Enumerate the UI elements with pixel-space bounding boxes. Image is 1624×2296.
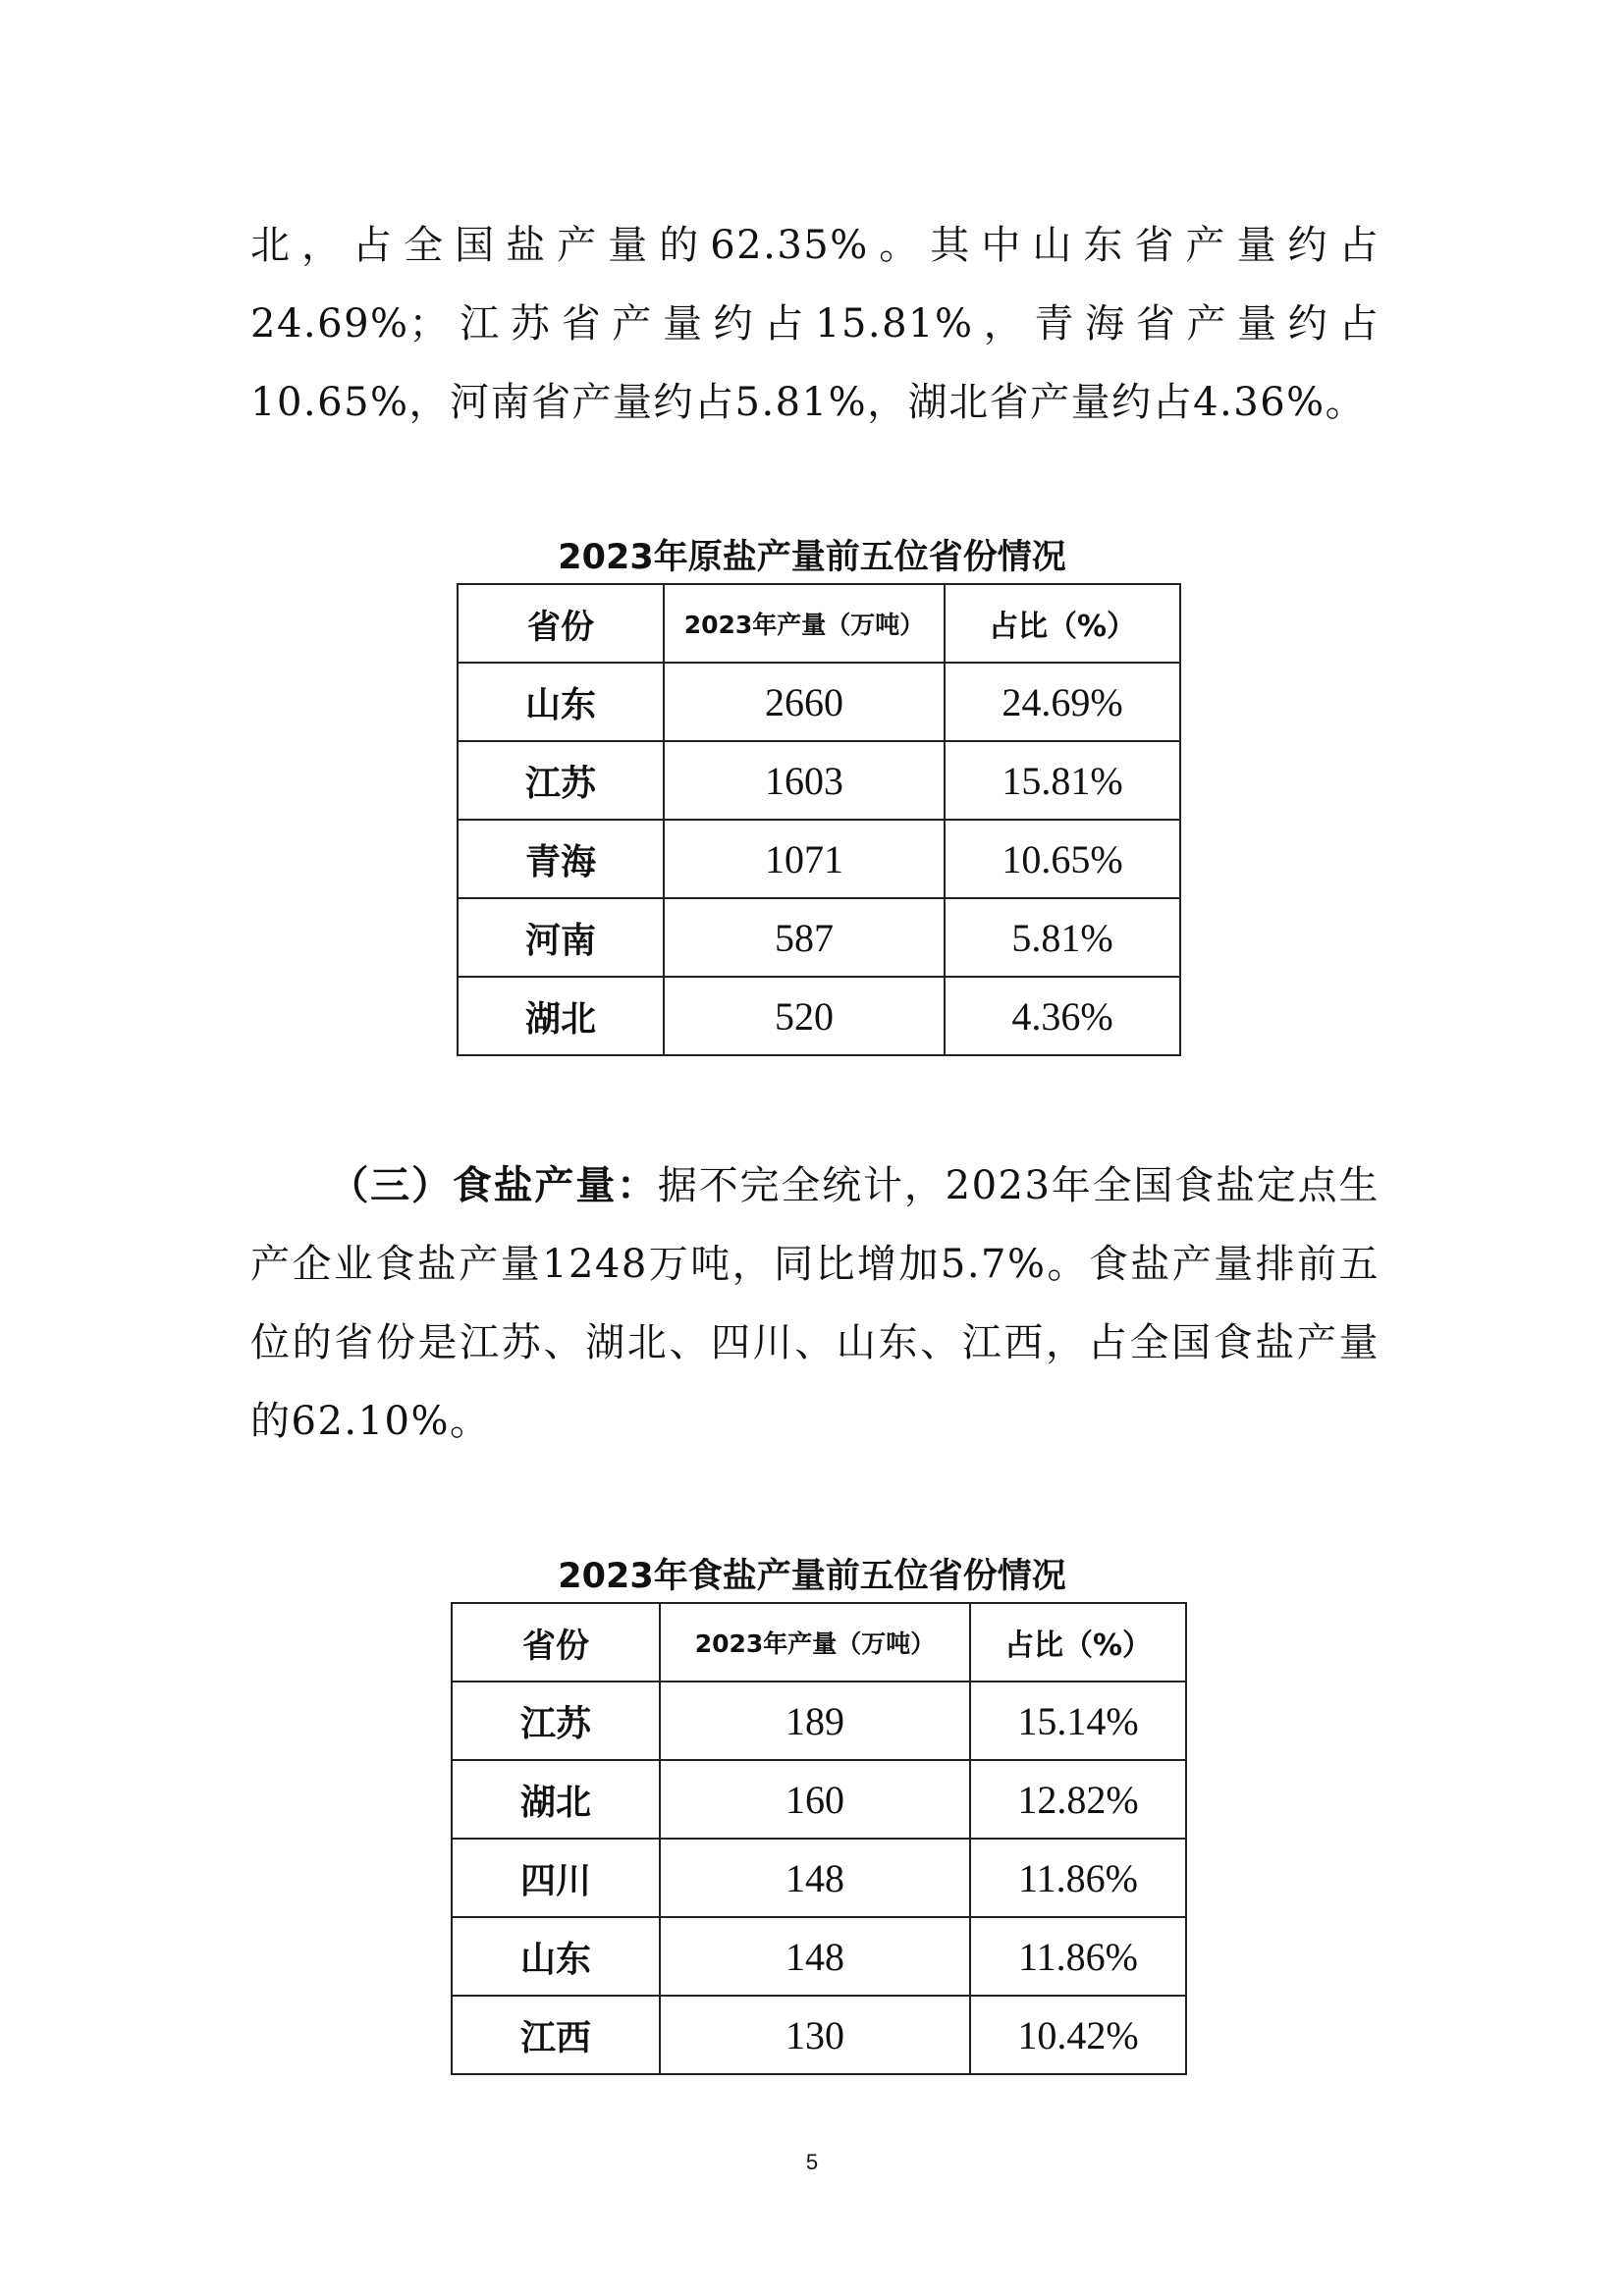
cell-share: 10.42% <box>970 1996 1186 2074</box>
table-row <box>458 663 1180 741</box>
cell-output: 160 <box>660 1760 970 1839</box>
cell-province: 湖北 <box>458 977 664 1055</box>
cell-province: 四川 <box>452 1839 660 1917</box>
table-edible-salt-top5 <box>451 1602 1187 2075</box>
cell-share: 24.69% <box>945 663 1180 741</box>
header-province: 省份 <box>452 1603 660 1682</box>
cell-province: 山东 <box>452 1917 660 1996</box>
paragraph-edible-salt-output <box>250 1147 1380 1461</box>
table-row <box>452 1839 1186 1917</box>
cell-province: 湖北 <box>452 1760 660 1839</box>
table-row <box>458 741 1180 820</box>
table2-caption: 2023年食盐产量前五位省份情况 <box>558 1557 1066 1596</box>
page-number: 5 <box>805 2150 819 2174</box>
header-share: 占比（%） <box>970 1603 1186 1682</box>
cell-share: 11.86% <box>970 1917 1186 1996</box>
cell-output: 148 <box>660 1917 970 1996</box>
header-output: 2023年产量（万吨） <box>660 1603 970 1682</box>
table-row <box>452 1760 1186 1839</box>
cell-share: 15.14% <box>970 1682 1186 1760</box>
cell-share: 10.65% <box>945 820 1180 898</box>
header-province: 省份 <box>458 584 664 663</box>
cell-output: 189 <box>660 1682 970 1760</box>
cell-output: 587 <box>664 898 945 977</box>
cell-output: 130 <box>660 1996 970 2074</box>
cell-share: 11.86% <box>970 1839 1186 1917</box>
table-header-row <box>452 1603 1186 1682</box>
table-raw-salt-top5 <box>457 583 1181 1056</box>
table1-caption: 2023年原盐产量前五位省份情况 <box>558 538 1066 577</box>
table-row <box>452 1682 1186 1760</box>
table-header-row <box>458 584 1180 663</box>
cell-share: 5.81% <box>945 898 1180 977</box>
cell-province: 山东 <box>458 663 664 741</box>
cell-output: 2660 <box>664 663 945 741</box>
cell-output: 1071 <box>664 820 945 898</box>
cell-output: 148 <box>660 1839 970 1917</box>
cell-province: 河南 <box>458 898 664 977</box>
table-row <box>458 820 1180 898</box>
cell-province: 江苏 <box>458 741 664 820</box>
cell-province: 江苏 <box>452 1682 660 1760</box>
cell-province: 青海 <box>458 820 664 898</box>
paragraph-edible-salt-body: 据不完全统计，2023年全国食盐定点生产企业食盐产量1248万吨，同比增加5.7%。食盐产量排前五位的省份是江苏、湖北、四川、山东、江西，占全国食盐产量的62.10%。 <box>250 1163 1380 1444</box>
table-row <box>452 1996 1186 2074</box>
table-row <box>458 898 1180 977</box>
header-output: 2023年产量（万吨） <box>664 584 945 663</box>
cell-share: 4.36% <box>945 977 1180 1055</box>
section-heading-edible-salt: （三）食盐产量： <box>329 1163 658 1208</box>
cell-share: 15.81% <box>945 741 1180 820</box>
header-share: 占比（%） <box>945 584 1180 663</box>
cell-share: 12.82% <box>970 1760 1186 1839</box>
cell-province: 江西 <box>452 1996 660 2074</box>
paragraph-salt-output-provinces: 北，占全国盐产量的62.35%。其中山东省产量约占24.69%；江苏省产量约占15.81%，青海省产量约占10.65%，河南省产量约占5.81%，湖北省产量约占4.36%。 <box>250 223 1380 425</box>
table-row <box>452 1917 1186 1996</box>
table-row <box>458 977 1180 1055</box>
cell-output: 520 <box>664 977 945 1055</box>
cell-output: 1603 <box>664 741 945 820</box>
